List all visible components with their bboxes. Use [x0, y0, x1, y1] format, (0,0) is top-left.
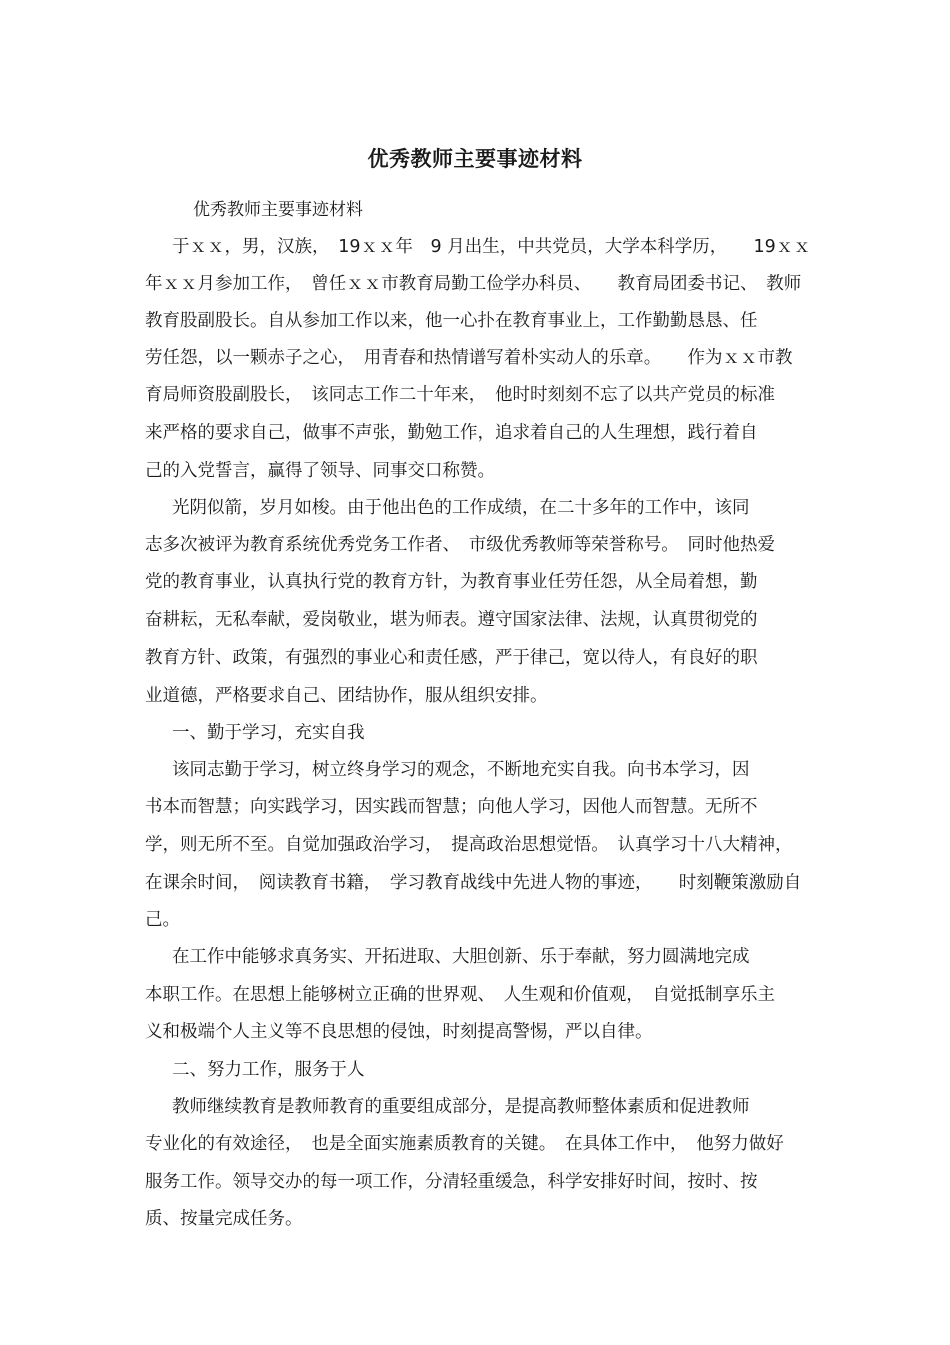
paragraph-line: 来严格的要求自己，做事不声张，勤勉工作，追求着自己的人生理想，践行着自 — [145, 423, 758, 443]
paragraph-line: 专业化的有效途径， 也是全面实施素质教育的关键。 在具体工作中， 他努力做好 — [145, 1134, 784, 1154]
document-subtitle: 优秀教师主要事迹材料 — [193, 200, 363, 220]
paragraph-line: 本职工作。在思想上能够树立正确的世界观、 人生观和价值观， 自觉抵制享乐主 — [145, 985, 775, 1005]
paragraph-line: 己。 — [145, 910, 180, 930]
paragraph-line: 在课余时间， 阅读教育书籍， 学习教育战线中先进人物的事迹， 时刻鞭策激励自 — [145, 873, 802, 893]
paragraph-line: 在工作中能够求真务实、开拓进取、大胆创新、乐于奉献，努力圆满地完成 — [172, 947, 750, 967]
document-title: 优秀教师主要事迹材料 — [367, 147, 583, 171]
paragraph-line: 教师继续教育是教师教育的重要组成部分，是提高教师整体素质和促进教师 — [172, 1097, 750, 1117]
paragraph-line: 劳任怨，以一颗赤子之心， 用青春和热情谱写着朴实动人的乐章。 作为ｘｘ市教 — [145, 348, 793, 368]
section-heading: 二、努力工作，服务于人 — [172, 1060, 365, 1080]
paragraph-line: 志多次被评为教育系统优秀党务工作者、 市级优秀教师等荣誉称号。 同时他热爱 — [145, 535, 775, 555]
paragraph-line: 光阴似箭，岁月如梭。由于他出色的工作成绩，在二十多年的工作中，该同 — [172, 498, 750, 518]
paragraph-line: 质、按量完成任务。 — [145, 1209, 303, 1229]
paragraph-line: 业道德，严格要求自己、团结协作，服从组织安排。 — [145, 686, 548, 706]
paragraph-line: 党的教育事业，认真执行党的教育方针，为教育事业任劳任怨，从全局着想，勤 — [145, 572, 758, 592]
paragraph-line: 义和极端个人主义等不良思想的侵蚀，时刻提高警惕，严以自律。 — [145, 1022, 653, 1042]
paragraph-line: 学，则无所不至。自觉加强政治学习， 提高政治思想觉悟。 认真学习十八大精神， — [145, 835, 793, 855]
paragraph-line: 年ｘｘ月参加工作， 曾任ｘｘ市教育局勤工俭学办科员、 教育局团委书记、 教师 — [145, 274, 802, 294]
paragraph-line: 该同志勤于学习，树立终身学习的观念，不断地充实自我。向书本学习，因 — [172, 760, 750, 780]
paragraph-line: 教育方针、政策，有强烈的事业心和责任感，严于律己，宽以待人，有良好的职 — [145, 648, 758, 668]
paragraph-line: 己的入党誓言，赢得了领导、同事交口称赞。 — [145, 461, 495, 481]
paragraph-line: 服务工作。领导交办的每一项工作，分清轻重缓急，科学安排好时间，按时、按 — [145, 1172, 758, 1192]
paragraph-line: 教育股副股长。自从参加工作以来，他一心扑在教育事业上，工作勤勤恳恳、任 — [145, 311, 758, 331]
section-heading: 一、勤于学习，充实自我 — [172, 723, 365, 743]
paragraph-line: 于ｘｘ，男，汉族， 19ｘｘ年 9 月出生，中共党员，大学本科学历， 19ｘｘ — [172, 237, 811, 257]
paragraph-line: 育局师资股副股长， 该同志工作二十年来， 他时时刻刻不忘了以共产党员的标准 — [145, 385, 775, 405]
paragraph-line: 书本而智慧；向实践学习，因实践而智慧；向他人学习，因他人而智慧。无所不 — [145, 797, 758, 817]
paragraph-line: 奋耕耘，无私奉献，爱岗敬业，堪为师表。遵守国家法律、法规，认真贯彻党的 — [145, 610, 758, 630]
